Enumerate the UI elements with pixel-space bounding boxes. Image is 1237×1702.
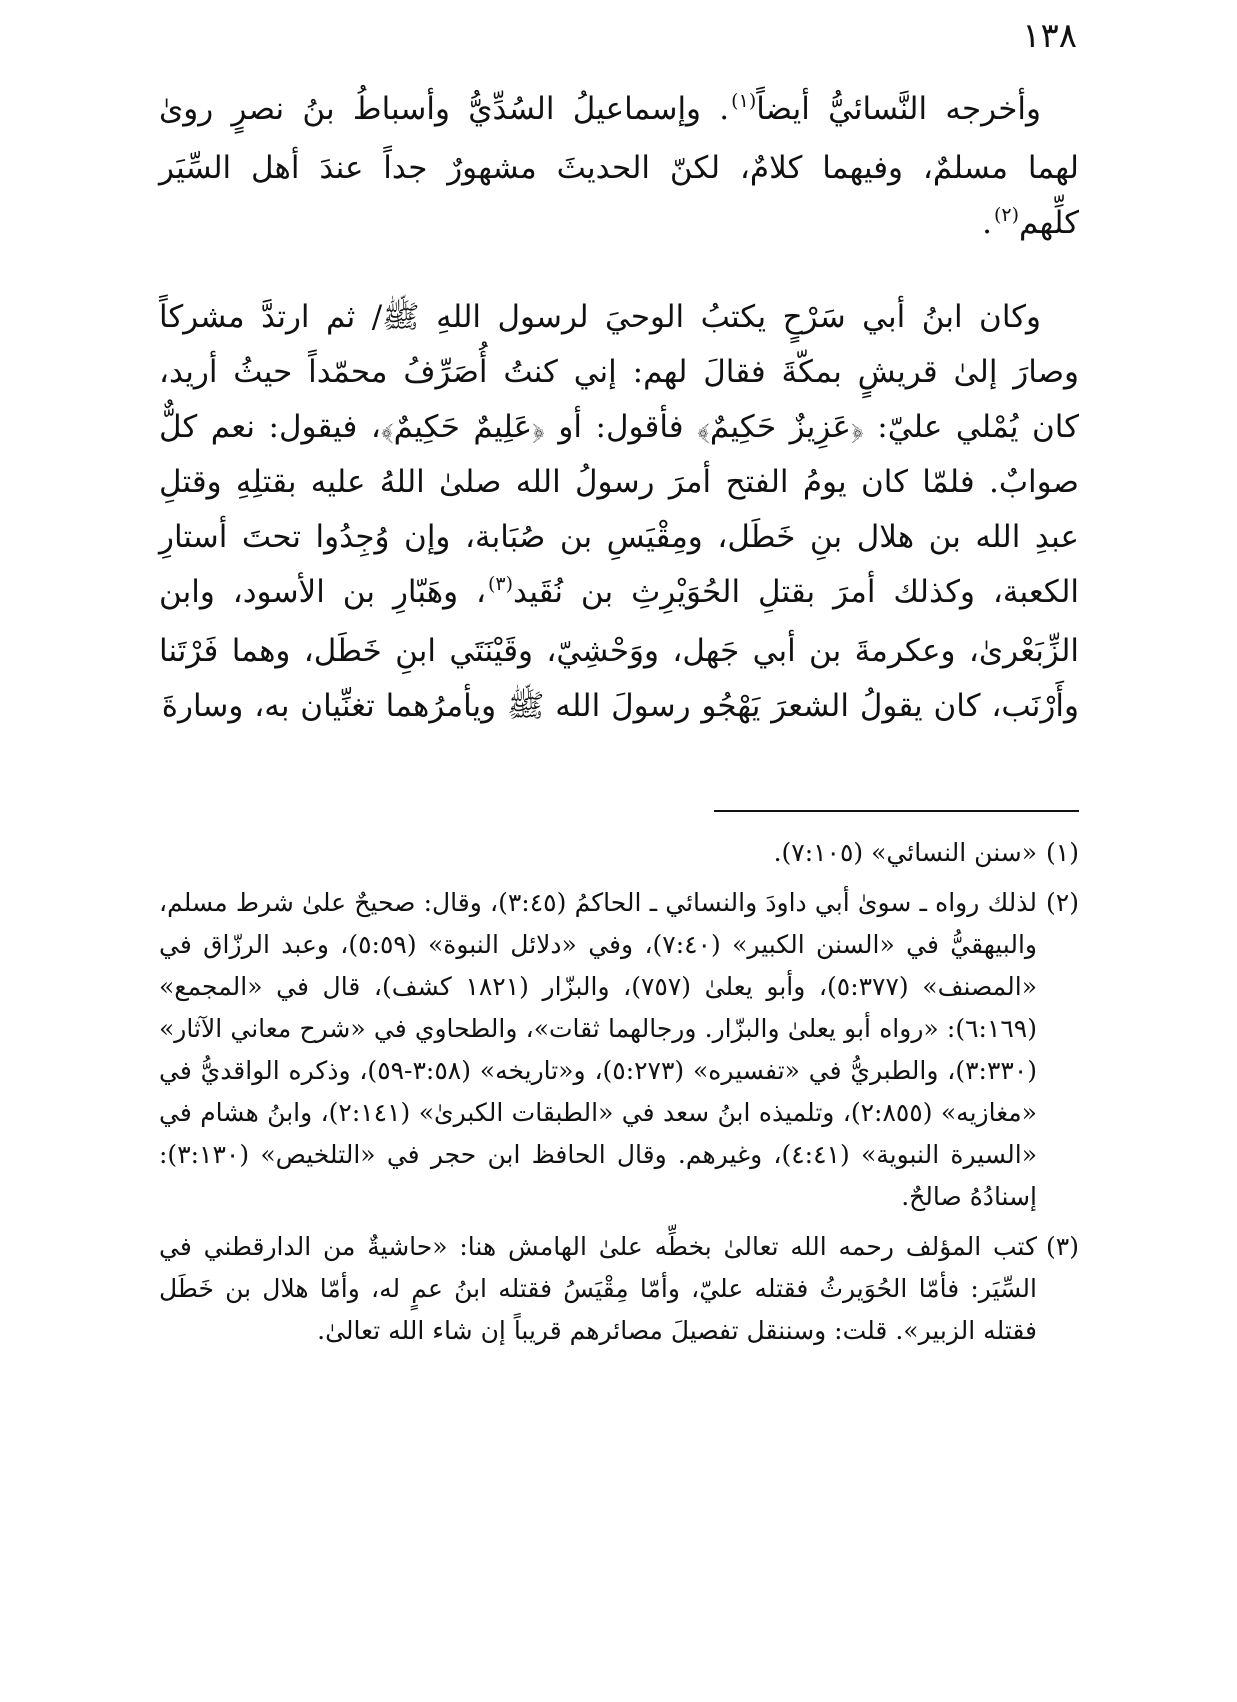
paragraph-2-text-end: ، وهَبّارِ بن الأسود، وابن الزِّبَعْرىٰ، وعكرمةَ بن أبي جَهل، ووَحْشِيّ، وقَيْنَتَي ابنِ خَطَل، وهما فَرْتَنا وأَرْنَب، كان يقولُ الشعرَ يَهْجُو رسولَ الله ﷺ ويأمرُهما تغنِّيان به، وسارةَ: [159, 574, 1079, 724]
footnote-number-1: (١): [1046, 838, 1079, 867]
paragraph-1-period: .: [982, 205, 992, 241]
footnote-ref-3[interactable]: (٣): [487, 573, 514, 595]
footnote-ref-1[interactable]: (١): [731, 90, 757, 112]
footnotes: [159, 832, 1079, 1360]
paragraph-1-text-start: وأخرجه النَّسائيُّ أيضاً: [756, 91, 1041, 127]
footnote-1: [159, 832, 1079, 874]
footnote-text-1: «سنن النسائي» (٧:١٠٥).: [773, 838, 1037, 867]
main-paragraph-2: [159, 290, 1079, 734]
footnote-text-3: كتب المؤلف رحمه الله تعالىٰ بخطِّه علىٰ الهامش هنا: «حاشيةٌ من الدارقطني في السِّيَر: فأمّا الحُوَيرثُ فقتله عليّ، وأمّا مِقْيَسُ فقتله ابنُ عمٍ له، وأمّا هلال بن خَطَل فقتله الزبير». قلت: وسننقل تفصيلَ مصائرهم قريباً إن شاء الله تعالىٰ.: [159, 1232, 1037, 1345]
footnote-3: [159, 1226, 1079, 1352]
footnote-text-2: لذلك رواه ـ سوىٰ أبي داودَ والنسائي ـ الحاكمُ (٣:٤٥)، وقال: صحيحٌ علىٰ شرط مسلم، والبيهقيُّ في «السنن الكبير» (٧:٤٠)، وفي «دلائل النبوة» (٥:٥٩)، وعبد الرزّاق في «المصنف» (٥:٣٧٧)، وأبو يعلىٰ (٧٥٧)، والبزّار (١٨٢١ كشف)، قال في «المجمع» (٦:١٦٩): «رواه أبو يعلىٰ والبزّار. ورجالهما ثقات»، والطحاوي في «شرح معاني الآثار» (٣:٣٣٠)، والطبريُّ في «تفسيره» (٥:٢٧٣)، و«تاريخه» (٣:٥٨-٥٩)، وذكره الواقديُّ في «مغازيه» (٢:٨٥٥)، وتلميذه ابنُ سعد في «الطبقات الكبرىٰ» (٢:١٤١)، وابنُ هشام في «السيرة النبوية» (٤:٤١)، وغيرهم. وقال الحافظ ابن حجر في «التلخيص» (٣:١٣٠): إسنادُهُ صالحٌ.: [159, 888, 1038, 1211]
page-number: ١٣٨: [1022, 16, 1077, 56]
main-text: [159, 82, 1079, 734]
footnote-number-2: (٢): [1046, 888, 1079, 917]
footnote-number-3: (٣): [1046, 1232, 1079, 1261]
main-paragraph-1: [159, 82, 1079, 255]
footnote-separator: [714, 810, 1079, 812]
paragraph-1-text-end: . وإسماعيلُ السُدِّيُّ وأسباطُ بنُ نصرٍ روىٰ لهما مسلمٌ، وفيهما كلامٌ، لكنّ الحديثَ مشهورٌ جداً عندَ أهل السِّيَر كلِّهم: [159, 91, 1079, 241]
footnote-ref-2[interactable]: (٢): [993, 204, 1020, 226]
footnote-2: [159, 882, 1079, 1218]
paragraph-2-text-start: وكان ابنُ أبي سَرْحٍ يكتبُ الوحيَ لرسول اللهِ ﷺ/ ثم ارتدَّ مشركاً وصارَ إلىٰ قريشٍ بمكّةَ فقالَ لهم: إني كنتُ أُصَرِّفُ محمّداً حيثُ أريد، كان يُمْلي عليّ: ﴿عَزِيزٌ حَكِيمٌ﴾ فأقول: أو ﴿عَلِيمٌ حَكِيمٌ﴾، فيقول: نعم كلٌّ صوابٌ. فلمّا كان يومُ الفتح أمرَ رسولُ الله صلىٰ اللهُ عليه بقتلِهِ وقتلِ عبدِ الله بن هلال بنِ خَطَل، ومِقْيَسِ بن صُبَابة، وإن وُجِدُوا تحتَ أستارِ الكعبة، وكذلك أمرَ بقتلِ الحُوَيْرِثِ بن نُقَيد: [159, 299, 1079, 610]
